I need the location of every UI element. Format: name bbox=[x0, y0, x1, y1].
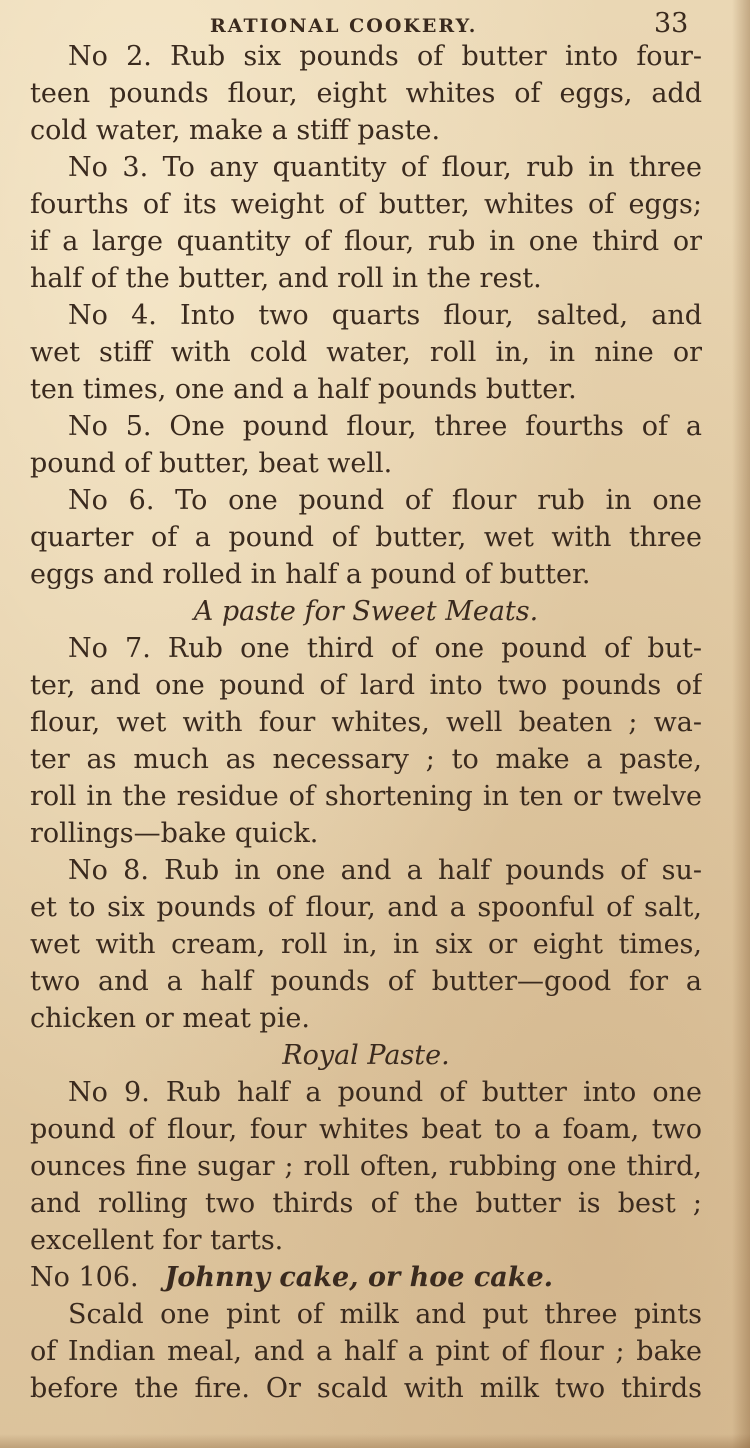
recipe-line: of Indian meal, and a half a pint of flour ; bake bbox=[30, 1336, 702, 1367]
recipe-line: No 3. To any quantity of flour, rub in three bbox=[68, 152, 702, 183]
section-heading-johnny-cake bbox=[30, 1259, 702, 1296]
recipe-line: if a large quantity of flour, rub in one third or bbox=[30, 226, 702, 257]
recipe-line: excellent for tarts. bbox=[30, 1225, 284, 1256]
recipe-line: chicken or meat pie. bbox=[30, 1003, 310, 1034]
recipe-line: ter as much as necessary ; to make a paste, bbox=[30, 744, 702, 775]
recipe-line: No 6. To one pound of flour rub in one bbox=[68, 485, 702, 516]
recipe-line: No 9. Rub half a pound of butter into one bbox=[68, 1077, 702, 1108]
recipe-line: No 5. One pound flour, three fourths of a bbox=[68, 411, 702, 442]
recipe-line: quarter of a pound of butter, wet with three bbox=[30, 522, 702, 553]
recipe-title: Johnny cake, or hoe cake. bbox=[164, 1262, 554, 1293]
recipe-line: et to six pounds of flour, and a spoonful of salt, bbox=[30, 892, 702, 923]
recipe-line: two and a half pounds of butter—good for a bbox=[30, 966, 702, 997]
page-number: 33 bbox=[654, 8, 689, 39]
recipe-number: No 106. bbox=[30, 1262, 139, 1293]
recipe-line: half of the butter, and roll in the rest. bbox=[30, 263, 542, 294]
recipe-line: wet with cream, roll in, in six or eight times, bbox=[30, 929, 702, 960]
page-edge-shadow bbox=[732, 0, 750, 1448]
recipe-line: before the fire. Or scald with milk two thirds bbox=[30, 1373, 702, 1404]
recipe-line: wet stiff with cold water, roll in, in nine or bbox=[30, 337, 702, 368]
recipe-line: and rolling two thirds of the butter is best ; bbox=[30, 1188, 702, 1219]
recipe-line: No 8. Rub in one and a half pounds of su- bbox=[68, 855, 702, 886]
recipe-line: flour, wet with four whites, well beaten ; wa- bbox=[30, 707, 702, 738]
recipe-line: No 2. Rub six pounds of butter into four- bbox=[68, 41, 702, 72]
page-body bbox=[30, 38, 702, 1407]
recipe-line: No 7. Rub one third of one pound of but- bbox=[68, 633, 702, 664]
recipe-line: rollings—bake quick. bbox=[30, 818, 319, 849]
recipe-line: pound of butter, beat well. bbox=[30, 448, 393, 479]
recipe-line: No 4. Into two quarts flour, salted, and bbox=[68, 300, 702, 331]
recipe-line: fourths of its weight of butter, whites of eggs; bbox=[30, 189, 702, 220]
recipe-line: ter, and one pound of lard into two pounds of bbox=[30, 670, 702, 701]
recipe-line: pound of flour, four whites beat to a foam, two bbox=[30, 1114, 702, 1145]
recipe-line: roll in the residue of shortening in ten or twelve bbox=[30, 781, 702, 812]
recipe-line: eggs and rolled in half a pound of butter. bbox=[30, 559, 591, 590]
section-heading-sweet-meats: A paste for Sweet Meats. bbox=[193, 596, 539, 627]
recipe-line: Scald one pint of milk and put three pints bbox=[68, 1299, 702, 1330]
page-bottom-shadow bbox=[0, 1434, 750, 1448]
section-heading-royal-paste: Royal Paste. bbox=[282, 1040, 450, 1071]
recipe-line: ounces fine sugar ; roll often, rubbing one third, bbox=[30, 1151, 702, 1182]
recipe-line: cold water, make a stiff paste. bbox=[30, 115, 441, 146]
recipe-line: ten times, one and a half pounds butter. bbox=[30, 374, 577, 405]
recipe-line: teen pounds flour, eight whites of eggs, add bbox=[30, 78, 702, 109]
running-title: RATIONAL COOKERY. bbox=[210, 15, 478, 37]
